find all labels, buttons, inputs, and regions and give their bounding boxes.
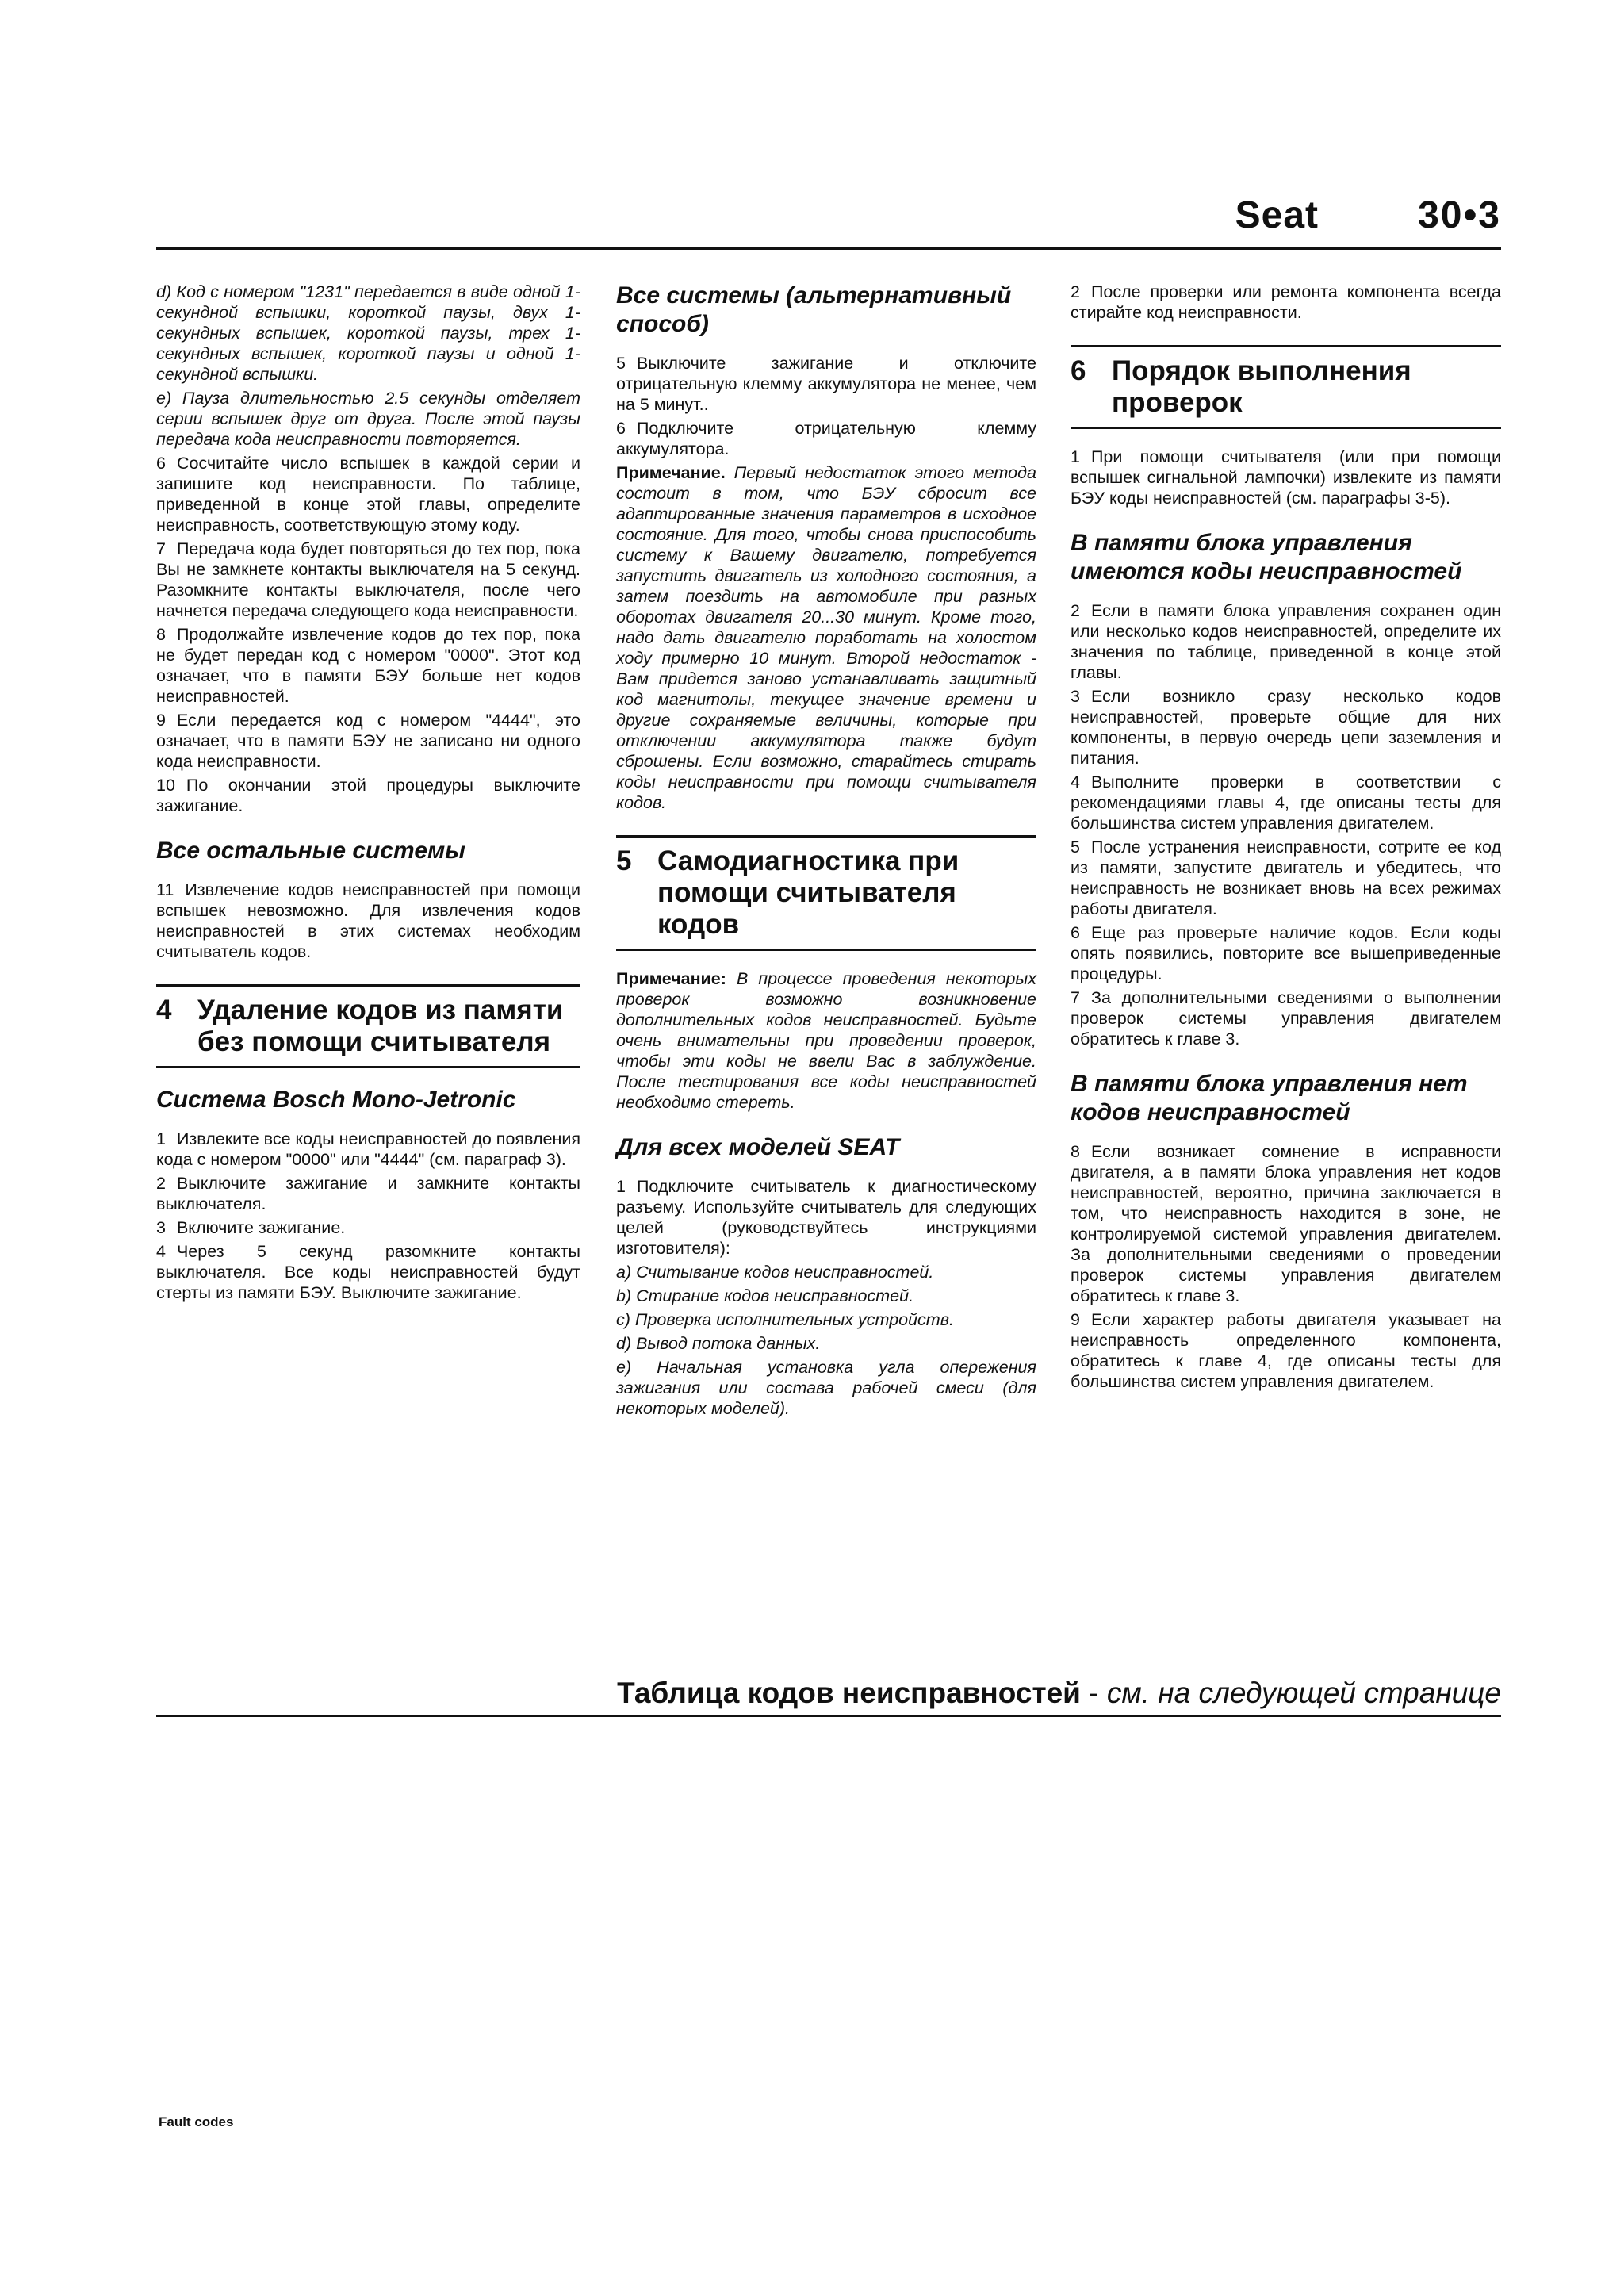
subheading-other-systems: Все остальные системы	[156, 838, 465, 864]
paragraph-number: 9	[156, 711, 166, 730]
paragraph-number: 7	[156, 539, 166, 558]
paragraph-text: Продолжайте извлечение кодов до тех пор, пока не будет передан код с номером "0000". Этот код означает, что в памяти БЭУ больше нет кодов неисправностей.	[156, 625, 580, 706]
paragraph-text: По окончании этой процедуры выключите зажигание.	[156, 776, 580, 815]
section-title: Удаление кодов из памяти без помощи считывателя	[197, 995, 564, 1057]
paragraph-number: 4	[156, 1242, 166, 1261]
subheading-codes-present: В памяти блока управления имеются коды неисправностей	[1071, 530, 1462, 585]
paragraph-text: Если передается код с номером "4444", это означает, что в памяти БЭУ не записано ни одного кода неисправности.	[156, 711, 580, 771]
paragraph-number: 10	[156, 776, 175, 795]
paragraph-number: 6	[1071, 923, 1080, 942]
paragraph-6	[616, 418, 1036, 459]
page-number: 30•3	[1418, 194, 1501, 236]
paragraph-9	[1071, 1309, 1501, 1392]
paragraph-text: Сосчитайте число вспышек в каждой серии и запишите код неисправности. По таблице, приведенной в конце этой главы, определите неисправность, соответствующую этому коду.	[156, 454, 580, 535]
column-3	[1071, 282, 1501, 1395]
paragraph-10	[156, 775, 580, 816]
paragraph-3	[1071, 686, 1501, 769]
paragraph-text: После проверки или ремонта компонента всегда стирайте код неисправности.	[1071, 282, 1501, 322]
paragraph-7	[1071, 987, 1501, 1049]
paragraph-6	[1071, 922, 1501, 984]
section-6-heading	[1071, 345, 1501, 429]
section-title: Самодиагностика при помощи считывателя кодов	[657, 845, 959, 940]
reference-note: см. на следующей странице	[1106, 1677, 1501, 1709]
paragraph-6	[156, 453, 580, 535]
paragraph-number: 1	[1071, 447, 1080, 466]
paragraph-2	[156, 1173, 580, 1214]
paragraph-number: 7	[1071, 988, 1080, 1007]
paragraph-number: 6	[156, 454, 166, 473]
paragraph-number: 1	[156, 1129, 166, 1148]
paragraph-7	[156, 539, 580, 621]
note-label: Примечание.	[616, 463, 726, 482]
paragraph-d: d) Код с номером "1231" передается в виде одной 1-секундной вспышки, короткой паузы, двух 1-секундных вспышек, короткой паузы, трех 1-секундных вспышек, короткой паузы и одной 1-секундной вспышки.	[156, 282, 580, 384]
list-item: d) Вывод потока данных.	[616, 1334, 821, 1353]
note-testing	[616, 968, 1036, 1113]
paragraph-text: Извлечение кодов неисправностей при помощи вспышек невозможно. Для извлечения кодов неисправностей в этих системах необходим считыватель кодов.	[156, 880, 580, 961]
paragraph-number: 8	[156, 625, 166, 644]
paragraph-number: 2	[1071, 601, 1080, 620]
section-5-heading	[616, 835, 1036, 951]
list-item: a) Считывание кодов неисправностей.	[616, 1263, 934, 1282]
paragraph-text: Выполните проверки в соответствии с рекомендациями главы 4, где описаны тесты для большинства систем управления двигателем.	[1071, 772, 1501, 833]
reference-dash: -	[1080, 1677, 1107, 1709]
note-reset	[616, 462, 1036, 813]
list-item: c) Проверка исполнительных устройств.	[616, 1310, 954, 1329]
paragraph-4	[156, 1241, 580, 1303]
section-number: 4	[156, 995, 172, 1025]
reference-title: Таблица кодов неисправностей	[617, 1677, 1081, 1709]
paragraph-text: За дополнительными сведениями о выполнении проверок системы управления двигателем обратитесь к главе 3.	[1071, 988, 1501, 1048]
paragraph-text: Подключите считыватель к диагностическому разъему. Используйте считыватель для следующих целей (руководствуйтесь инструкциями изготовителя):	[616, 1177, 1036, 1258]
paragraph-1	[156, 1129, 580, 1170]
paragraph-number: 1	[616, 1177, 626, 1196]
paragraph-number: 5	[616, 354, 626, 373]
subheading-alternative: Все системы (альтернативный способ)	[616, 282, 1012, 337]
page-header	[156, 190, 1501, 250]
column-2	[616, 282, 1036, 1422]
paragraph-text: Передача кода будет повторяться до тех пор, пока Вы не замкнете контакты выключателя на 5 секунд. Разомкните контакты выключателя, после чего начнется передача следующего кода неисправности.	[156, 539, 580, 620]
paragraph-number: 2	[156, 1174, 166, 1193]
paragraph-number: 9	[1071, 1310, 1080, 1329]
brand-name: Seat	[1235, 194, 1319, 236]
paragraph-number: 6	[616, 419, 626, 438]
paragraph-number: 2	[1071, 282, 1080, 301]
paragraph-number: 8	[1071, 1142, 1080, 1161]
paragraph-number: 11	[156, 880, 174, 899]
paragraph-text: После устранения неисправности, сотрите ее код из памяти, запустите двигатель и убедитесь, что неисправность не возникает вновь на всех режимах работы двигателя.	[1071, 838, 1501, 918]
list-item: b) Стирание кодов неисправностей.	[616, 1286, 914, 1305]
paragraph-5	[1071, 837, 1501, 919]
paragraph-text: Через 5 секунд разомкните контакты выключателя. Все коды неисправностей будут стерты из памяти БЭУ. Выключите зажигание.	[156, 1242, 580, 1302]
section-number: 5	[616, 845, 632, 876]
paragraph-8	[1071, 1141, 1501, 1306]
paragraph-text: Если возникает сомнение в исправности двигателя, а в памяти блока управления нет кодов неисправностей, вероятно, причина заключается в том, что неисправность находится в зоне, не контролируемой системой управления двигателем. За дополнительными сведениями о проведении проверок системы управления двигателем обратитесь к главе 3.	[1071, 1142, 1501, 1305]
paragraph-text: Если характер работы двигателя указывает на неисправность определенного компонента, обратитесь к главе 4, где описаны тесты для большинства систем управления двигателем.	[1071, 1310, 1501, 1391]
paragraph-text: Включите зажигание.	[176, 1218, 346, 1237]
paragraph-8	[156, 624, 580, 707]
paragraph-text: Выключите зажигание и замкните контакты выключателя.	[156, 1174, 580, 1213]
subheading-all-seat: Для всех моделей SEAT	[616, 1134, 900, 1160]
fault-table-reference	[156, 1675, 1501, 1717]
section-title: Порядок выполнения проверок	[1112, 355, 1411, 418]
paragraph-text: Подключите отрицательную клемму аккумулятора.	[616, 419, 1036, 458]
paragraph-9	[156, 710, 580, 772]
column-1	[156, 282, 580, 1306]
paragraph-number: 3	[156, 1218, 166, 1237]
paragraph-text: Выключите зажигание и отключите отрицательную клемму аккумулятора не менее, чем на 5 минут..	[616, 354, 1036, 414]
paragraph-2	[1071, 282, 1501, 323]
paragraph-4	[1071, 772, 1501, 834]
paragraph-number: 4	[1071, 772, 1080, 792]
note-label: Примечание:	[616, 969, 726, 988]
paragraph-2b	[1071, 600, 1501, 683]
paragraph-text: Если возникло сразу несколько кодов неисправностей, проверьте общие для них компоненты, в первую очередь цепи заземления и питания.	[1071, 687, 1501, 768]
list-item: e) Начальная установка угла опережения зажигания или состава рабочей смеси (для некоторых моделей).	[616, 1358, 1036, 1418]
paragraph-11	[156, 880, 580, 962]
paragraph-number: 5	[1071, 838, 1080, 857]
corner-label: Fault codes	[159, 2114, 234, 2129]
paragraph-5	[616, 353, 1036, 415]
paragraph-number: 3	[1071, 687, 1080, 706]
paragraph-text: Если в памяти блока управления сохранен один или несколько кодов неисправностей, определите их значения по таблице, приведенной в конце этой главы.	[1071, 601, 1501, 682]
paragraph-3	[156, 1217, 580, 1238]
paragraph-1	[1071, 447, 1501, 508]
note-text: Первый недостаток этого метода состоит в том, что БЭУ сбросит все адаптированные значения параметров в исходное состояние. Для того, чтобы снова приспособить систему к Вашему двигателю, потребуется запустить двигатель из холодного состояния, а затем поездить на автомобиле при разных оборотах двигателя 20...30 минут. Кроме того, надо дать двигателю поработать на холостом ходу примерно 10 минут. Второй недостаток - Вам придется заново устанавливать защитный код магнитолы, текущее значение времени и другие сохраняемые величины, которые при отключении аккумулятора также будут сброшены. Если возможно, старайтесь стирать коды неисправности при помощи считывателя кодов.	[616, 463, 1036, 812]
paragraph-text: Еще раз проверьте наличие кодов. Если коды опять появились, повторите все вышеприведенные процедуры.	[1071, 923, 1501, 983]
section-4-heading	[156, 984, 580, 1068]
paragraph-e: e) Пауза длительностью 2.5 секунды отделяет серии вспышек друг от друга. После этой паузы передача кода неисправности повторяется.	[156, 389, 580, 449]
paragraph-1	[616, 1176, 1036, 1259]
paragraph-text: Извлеките все коды неисправностей до появления кода с номером "0000" или "4444" (см. параграф 3).	[156, 1129, 580, 1169]
section-number: 6	[1071, 355, 1086, 386]
note-text: В процессе проведения некоторых проверок возможно возникновение дополнительных кодов неисправностей. Будьте очень внимательны при проведении проверок, чтобы эти коды не ввели Вас в заблуждение. После тестирования все коды неисправностей необходимо стереть.	[616, 969, 1036, 1112]
paragraph-text: При помощи считывателя (или при помощи вспышек сигнальной лампочки) извлеките из памяти БЭУ коды неисправностей (см. параграфы 3-5).	[1071, 447, 1501, 508]
subheading-bosch: Система Bosch Mono-Jetronic	[156, 1087, 516, 1113]
subheading-no-codes: В памяти блока управления нет кодов неисправностей	[1071, 1071, 1468, 1125]
